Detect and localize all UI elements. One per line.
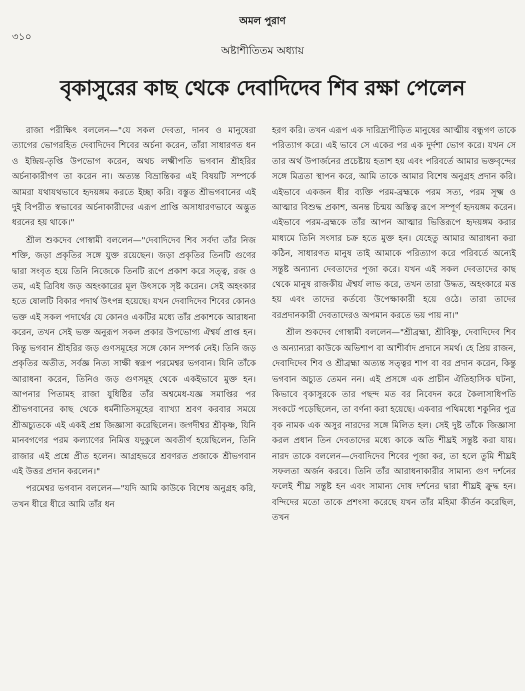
chapter-title: বৃকাসুরের কাছ থেকে দেবাদিদেব শিব রক্ষা পেলেন [60,75,465,100]
paragraph: শ্রীল শুকদেব গোস্বামী বললেন—"দেবাদিদেব শিব সর্বদা তাঁর নিজ শক্তি, জড়া প্রকৃতির সঙ্গে যুক্ত রয়েছেন। জড়া প্রকৃতির তিনটি গুণের দ্বারা সংবৃত হয়ে তিনি নিজেকে তিনটি রূপে প্রকাশ করে সত্ত্ব, রজ ও তম, এই ত্রিবিধ জড় অহংকারের মূল উৎসকে সৃষ্ট করেন। সেই অহংকার হতে ষোলটি বিকার পদার্থ উৎপন্ন হয়েছে। যখন দেবাদিদেব শিবের কোনও ভক্ত এই সকল পদার্থের যে কোনও একটির মধ্যে তাঁর প্রকাশকে আরাধনা করেন, তখন সেই ভক্ত অনুরূপ সকল প্রকার উপভোগ্য ঐশ্বর্য প্রাপ্ত হন। কিন্তু ভগবান শ্রীহরির জড় গুণসমূহের সঙ্গে কোন সম্পর্ক নেই। তিনি জড় প্রকৃতির অতীত, সর্বজ্ঞ নিত্য সাক্ষী স্বরূপ পরমেশ্বর ভগবান। যিনি তাঁকে আরাধনা করেন, তিনিও জড় গুণসমূহ থেকে একইভাবে মুক্ত হন। আপনার পিতামহ রাজা যুধিষ্ঠির তাঁর অশ্বমেধ-যজ্ঞ সমাপ্তির পর শ্রীভগবানের কাছ থেকে ধর্মনীতিসমূহের ব্যাখ্যা শ্রবণ করবার সময়ে শ্রীঅচ্যুতকে এই একই প্রশ্ন জিজ্ঞাসা করেছিলেন। জগদীশ্বর শ্রীকৃষ্ণ, যিনি মানবগণের পরম কল্যাণের নিমিত্ত যদুকুলে অবতীর্ণ হয়েছিলেন, তিনি রাজার এই প্রশ্নে প্রীত হলেন। আগ্রহভরে শ্রবণরত প্রজাকে শ্রীভগবান এই উত্তর প্রদান করলেন।" [12,235,256,477]
paragraph: হরণ করি। তখন এরূপ এক দারিদ্র্যপীড়িত মানুষের আত্মীয় বন্ধুগণ তাকে পরিত্যাগ করে। এই ভাবে সে একের পর এক দুর্দশা ভোগ করে। যখন সে তার অর্থ উপার্জনের প্রচেষ্টায় হতাশ হয় এবং পরিবর্তে আমার ভক্তবৃন্দের সঙ্গে মিত্রতা স্থাপন করে, আমি তাকে আমার বিশেষ অনুগ্রহ প্রদান করি। এইভাবে একজন ধীর ব্যক্তি পরম-ব্রহ্মকে পরম সত্য, পরম সূক্ষ্ম ও আত্মার বিশুদ্ধ প্রকাশ, অনন্ত চিন্ময় অস্তিত্ব রূপে সম্পূর্ণ হৃদয়ঙ্গম করেন। এইভাবে পরম-ব্রহ্মকে তাঁর আপন আত্মার ভিত্তিরূপে হৃদয়ঙ্গম করার মাধ্যমে তিনি সংসার চক্র হতে মুক্ত হন। যেহেতু আমার আরাধনা করা কঠিন, সাধারণত মানুষ তাই আমাকে পরিত্যাগ করে পরিবর্তে অন্যেই সন্তুষ্ট অন্যান্য দেবতাদের পূজা করে। যখন এই সকল দেবতাদের কাছ থেকে মানুষ রাজকীয় ঐশ্বর্য লাভ করে, তখন তারা উদ্ধত, অহংকারে মত্ত হয় এবং তাদের কর্তব্যে উপেক্ষাকারী হয়ে ওঠে। তারা তাদের বরপ্রদানকারী দেবতাদেরও অপমান করতে ভয় পায় না।" [272,126,516,321]
paragraph: পরমেশ্বর ভগবান বললেন—"যদি আমি কাউকে বিশেষ অনুগ্রহ করি, তখন ধীরে ধীরে আমি তাঁর ধন [12,484,256,510]
paragraph: শ্রীল শুকদেব গোস্বামী বললেন—"শ্রীব্রহ্মা, শ্রীবিষ্ণু, দেবাদিদেব শিব ও অন্যান্যরা কাউকে অভিশাপ বা আশীর্বাদ প্রদানে সমর্থ। হে প্রিয় রাজন, দেবাদিদেব শিব ও শ্রীব্রহ্মা অত্যন্ত সত্ত্বর শাপ বা বর প্রদান করেন, কিন্তু ভগবান অচ্যুত তেমন নন। এই প্রসঙ্গে এক প্রাচীন ঐতিহাসিক ঘটনা, কিভাবে বৃকাসুরকে তার পছন্দ মত বর নিবেদন করে কৈলাসাধিপতি সংকটে পড়েছিলেন, তা বর্ণনা করা হয়েছে। একবার পথিমধ্যে শকুনির পুত্র বৃক নামক এক অসুর নারদের সঙ্গে মিলিত হল। সেই দুষ্ট তাঁকে জিজ্ঞাসা করল প্রধান তিন দেবতাদের মধ্যে কাকে অতি শীঘ্রই সন্তুষ্ট করা যায়। নারদ তাকে বললেন—দেবাদিদেব শিবের পূজা কর, তা হলে তুমি শীঘ্রই সফলতা অর্জন করবে। তিনি তাঁর আরাধনাকারীর সামান্য গুণ দর্শনের ফলেই শীঘ্র সন্তুষ্ট হন এবং সামান্য দোষ দর্শনের দ্বারা শীঘ্রই ক্রুদ্ধ হন। বন্দিদের মতো তাকে প্রশংসা করেছে যখন তাঁর মহিমা কীর্তন করেছিল, তখন [272,328,516,524]
running-head: অমল পুরাণ [239,16,286,27]
paragraph: রাজা পরীক্ষিৎ বললেন—"যে সকল দেবতা, দানব ও মানুষেরা ত্যাগের ভোগরহিত দেবাদিদেব শিবের অর্চনা করেন, তাঁরা সাধারণত ধন ও ইন্দ্রিয়-তৃপ্তি উপভোগ করেন, অথচ লক্ষ্মীপতি ভগবান শ্রীহরির অর্চনাকারীগণ তা করেন না। অত্যন্ত বিভ্রান্তিকর এই বিষয়টি সম্পর্কে আমরা যথাযথভাবে হৃদয়ঙ্গম করতে ইচ্ছা করি। বস্তুত শ্রীভগবানের এই দুই বিপরীত স্বভাবের অর্চনাকারীদের এরূপ প্রাপ্তি অসাধারণভাবে অদ্ভুত ধরনের হয় থাকে।" [12,126,256,229]
page-number: ৩১০ [12,32,32,43]
right-column [272,124,516,684]
left-column [12,124,256,684]
chapter-number: অষ্টাশীতিতম অধ্যায় [221,45,304,57]
